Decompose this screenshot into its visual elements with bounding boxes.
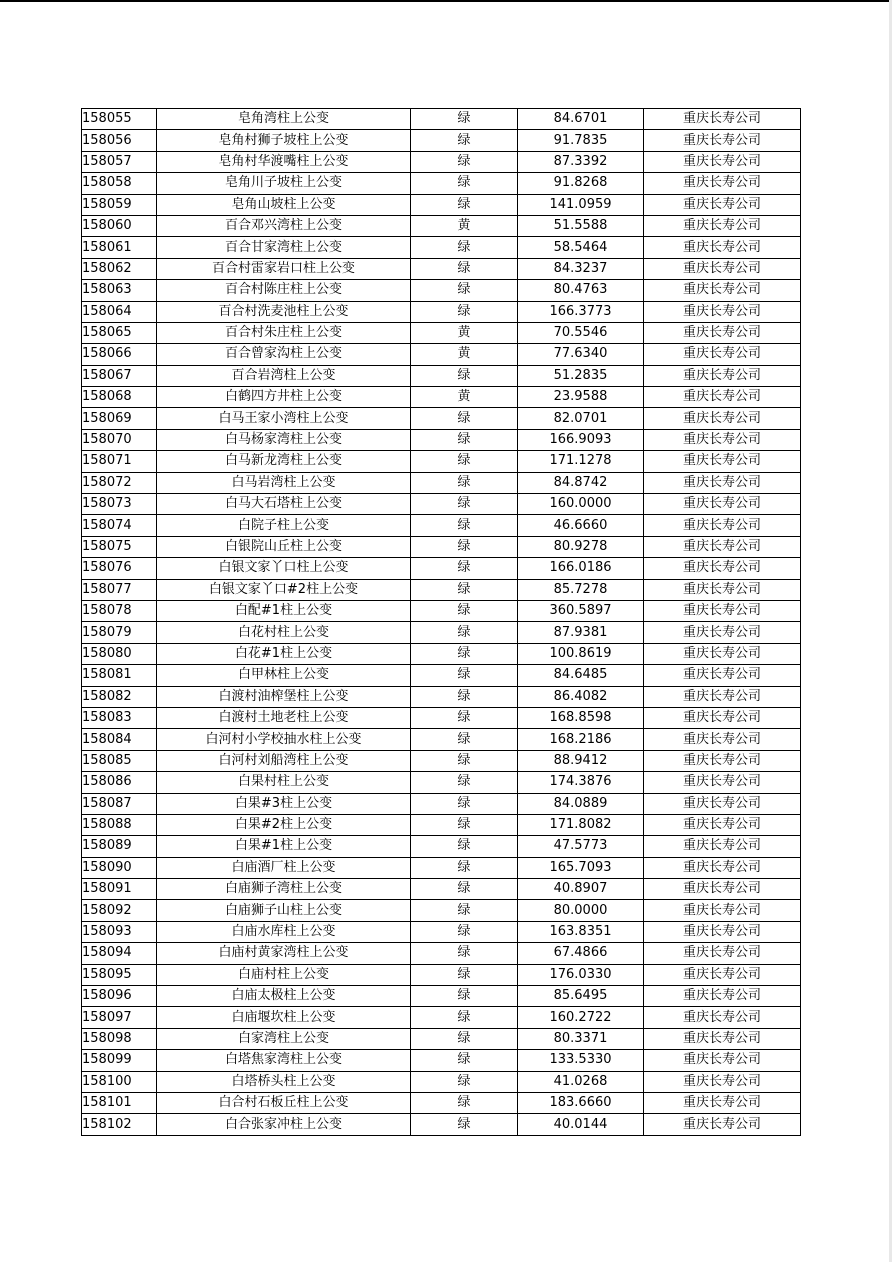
table-row — [82, 750, 801, 771]
table-row — [82, 515, 801, 536]
cell-id: 158094 — [82, 943, 157, 964]
cell-value: 23.9588 — [518, 387, 644, 408]
cell-company: 重庆长寿公司 — [644, 515, 801, 536]
cell-company: 重庆长寿公司 — [644, 964, 801, 985]
cell-value: 85.7278 — [518, 579, 644, 600]
cell-company: 重庆长寿公司 — [644, 429, 801, 450]
cell-company: 重庆长寿公司 — [644, 600, 801, 621]
cell-id: 158095 — [82, 964, 157, 985]
cell-company: 重庆长寿公司 — [644, 986, 801, 1007]
cell-transformer-name: 白果#2柱上公变 — [157, 814, 411, 835]
cell-value: 87.3392 — [518, 151, 644, 172]
cell-transformer-name: 白花#1柱上公变 — [157, 643, 411, 664]
cell-transformer-name: 白庙太极柱上公变 — [157, 986, 411, 1007]
cell-company: 重庆长寿公司 — [644, 558, 801, 579]
cell-status-color: 绿 — [411, 879, 518, 900]
cell-value: 171.1278 — [518, 451, 644, 472]
cell-value: 85.6495 — [518, 986, 644, 1007]
table-row — [82, 109, 801, 130]
table-row — [82, 215, 801, 236]
cell-transformer-name: 白马大石塔柱上公变 — [157, 494, 411, 515]
cell-value: 84.0889 — [518, 793, 644, 814]
table-row — [82, 1092, 801, 1113]
cell-status-color: 绿 — [411, 729, 518, 750]
cell-company: 重庆长寿公司 — [644, 836, 801, 857]
cell-status-color: 绿 — [411, 1028, 518, 1049]
cell-status-color: 绿 — [411, 686, 518, 707]
cell-status-color: 绿 — [411, 173, 518, 194]
cell-id: 158066 — [82, 344, 157, 365]
cell-transformer-name: 白马杨家湾柱上公变 — [157, 429, 411, 450]
cell-transformer-name: 白庙村黄家湾柱上公变 — [157, 943, 411, 964]
cell-status-color: 绿 — [411, 921, 518, 942]
cell-value: 163.8351 — [518, 921, 644, 942]
cell-id: 158098 — [82, 1028, 157, 1049]
cell-value: 141.0959 — [518, 194, 644, 215]
cell-status-color: 绿 — [411, 408, 518, 429]
cell-value: 47.5773 — [518, 836, 644, 857]
cell-value: 183.6660 — [518, 1092, 644, 1113]
cell-company: 重庆长寿公司 — [644, 109, 801, 130]
cell-status-color: 绿 — [411, 857, 518, 878]
table-row — [82, 429, 801, 450]
cell-id: 158086 — [82, 772, 157, 793]
cell-transformer-name: 百合曾家沟柱上公变 — [157, 344, 411, 365]
cell-id: 158087 — [82, 793, 157, 814]
cell-transformer-name: 白果#3柱上公变 — [157, 793, 411, 814]
cell-value: 40.0144 — [518, 1114, 644, 1135]
cell-status-color: 绿 — [411, 1050, 518, 1071]
cell-status-color: 绿 — [411, 943, 518, 964]
cell-status-color: 绿 — [411, 301, 518, 322]
cell-id: 158070 — [82, 429, 157, 450]
table-row — [82, 643, 801, 664]
cell-transformer-name: 白河村刘船湾柱上公变 — [157, 750, 411, 771]
table-body — [82, 109, 801, 1136]
cell-company: 重庆长寿公司 — [644, 387, 801, 408]
cell-value: 166.9093 — [518, 429, 644, 450]
cell-id: 158062 — [82, 258, 157, 279]
cell-company: 重庆长寿公司 — [644, 729, 801, 750]
cell-value: 46.6660 — [518, 515, 644, 536]
cell-transformer-name: 白马新龙湾柱上公变 — [157, 451, 411, 472]
cell-status-color: 绿 — [411, 258, 518, 279]
cell-transformer-name: 百合村陈庄柱上公变 — [157, 280, 411, 301]
cell-id: 158068 — [82, 387, 157, 408]
cell-company: 重庆长寿公司 — [644, 130, 801, 151]
cell-status-color: 绿 — [411, 515, 518, 536]
cell-company: 重庆长寿公司 — [644, 536, 801, 557]
table-row — [82, 622, 801, 643]
table-row — [82, 1071, 801, 1092]
cell-transformer-name: 白庙狮子湾柱上公变 — [157, 879, 411, 900]
cell-transformer-name: 百合村朱庄柱上公变 — [157, 322, 411, 343]
cell-company: 重庆长寿公司 — [644, 408, 801, 429]
cell-value: 80.3371 — [518, 1028, 644, 1049]
cell-value: 166.0186 — [518, 558, 644, 579]
cell-company: 重庆长寿公司 — [644, 772, 801, 793]
data-table — [81, 108, 801, 1136]
table-row — [82, 857, 801, 878]
table-row — [82, 579, 801, 600]
table-row — [82, 173, 801, 194]
cell-status-color: 绿 — [411, 793, 518, 814]
table-row — [82, 194, 801, 215]
cell-id: 158059 — [82, 194, 157, 215]
cell-transformer-name: 白庙狮子山柱上公变 — [157, 900, 411, 921]
cell-value: 91.8268 — [518, 173, 644, 194]
cell-status-color: 绿 — [411, 1007, 518, 1028]
table-row — [82, 280, 801, 301]
cell-id: 158088 — [82, 814, 157, 835]
table-row — [82, 943, 801, 964]
cell-transformer-name: 白花村柱上公变 — [157, 622, 411, 643]
cell-id: 158061 — [82, 237, 157, 258]
cell-id: 158092 — [82, 900, 157, 921]
cell-value: 80.4763 — [518, 280, 644, 301]
cell-company: 重庆长寿公司 — [644, 686, 801, 707]
cell-status-color: 绿 — [411, 109, 518, 130]
cell-company: 重庆长寿公司 — [644, 365, 801, 386]
table-row — [82, 707, 801, 728]
cell-id: 158060 — [82, 215, 157, 236]
cell-value: 91.7835 — [518, 130, 644, 151]
cell-value: 100.8619 — [518, 643, 644, 664]
cell-id: 158063 — [82, 280, 157, 301]
cell-value: 82.0701 — [518, 408, 644, 429]
cell-transformer-name: 白银文家丫口柱上公变 — [157, 558, 411, 579]
cell-value: 84.6485 — [518, 665, 644, 686]
table-row — [82, 237, 801, 258]
table-row — [82, 879, 801, 900]
cell-value: 86.4082 — [518, 686, 644, 707]
cell-value: 77.6340 — [518, 344, 644, 365]
cell-id: 158097 — [82, 1007, 157, 1028]
cell-transformer-name: 白庙酒厂柱上公变 — [157, 857, 411, 878]
cell-company: 重庆长寿公司 — [644, 237, 801, 258]
cell-status-color: 黄 — [411, 322, 518, 343]
cell-status-color: 绿 — [411, 986, 518, 1007]
cell-company: 重庆长寿公司 — [644, 643, 801, 664]
cell-value: 67.4866 — [518, 943, 644, 964]
cell-company: 重庆长寿公司 — [644, 1071, 801, 1092]
cell-transformer-name: 皂角村华渡嘴柱上公变 — [157, 151, 411, 172]
page-top-border — [0, 0, 892, 2]
table-row — [82, 600, 801, 621]
cell-company: 重庆长寿公司 — [644, 322, 801, 343]
cell-value: 51.2835 — [518, 365, 644, 386]
cell-value: 174.3876 — [518, 772, 644, 793]
cell-value: 84.6701 — [518, 109, 644, 130]
cell-company: 重庆长寿公司 — [644, 258, 801, 279]
cell-transformer-name: 白甲林柱上公变 — [157, 665, 411, 686]
cell-transformer-name: 百合村雷家岩口柱上公变 — [157, 258, 411, 279]
cell-transformer-name: 白庙水库柱上公变 — [157, 921, 411, 942]
cell-id: 158099 — [82, 1050, 157, 1071]
cell-value: 168.8598 — [518, 707, 644, 728]
cell-transformer-name: 白渡村土地老柱上公变 — [157, 707, 411, 728]
cell-id: 158091 — [82, 879, 157, 900]
cell-value: 80.9278 — [518, 536, 644, 557]
cell-value: 58.5464 — [518, 237, 644, 258]
cell-id: 158089 — [82, 836, 157, 857]
table-row — [82, 558, 801, 579]
cell-transformer-name: 白马王家小湾柱上公变 — [157, 408, 411, 429]
cell-status-color: 绿 — [411, 151, 518, 172]
table-row — [82, 408, 801, 429]
cell-company: 重庆长寿公司 — [644, 707, 801, 728]
cell-status-color: 绿 — [411, 1071, 518, 1092]
cell-transformer-name: 白庙堰坎柱上公变 — [157, 1007, 411, 1028]
cell-status-color: 绿 — [411, 665, 518, 686]
cell-id: 158084 — [82, 729, 157, 750]
cell-id: 158083 — [82, 707, 157, 728]
table-row — [82, 1050, 801, 1071]
cell-transformer-name: 皂角川子坡柱上公变 — [157, 173, 411, 194]
table-row — [82, 729, 801, 750]
cell-transformer-name: 白家湾柱上公变 — [157, 1028, 411, 1049]
cell-company: 重庆长寿公司 — [644, 579, 801, 600]
cell-status-color: 绿 — [411, 536, 518, 557]
table-row — [82, 900, 801, 921]
cell-transformer-name: 白配#1柱上公变 — [157, 600, 411, 621]
table-row — [82, 986, 801, 1007]
cell-status-color: 绿 — [411, 429, 518, 450]
cell-id: 158093 — [82, 921, 157, 942]
cell-transformer-name: 白果村柱上公变 — [157, 772, 411, 793]
cell-company: 重庆长寿公司 — [644, 215, 801, 236]
cell-transformer-name: 百合甘家湾柱上公变 — [157, 237, 411, 258]
cell-status-color: 绿 — [411, 558, 518, 579]
cell-value: 160.0000 — [518, 494, 644, 515]
cell-value: 40.8907 — [518, 879, 644, 900]
cell-company: 重庆长寿公司 — [644, 879, 801, 900]
table-row — [82, 258, 801, 279]
cell-id: 158090 — [82, 857, 157, 878]
table-row — [82, 686, 801, 707]
cell-id: 158100 — [82, 1071, 157, 1092]
table-row — [82, 451, 801, 472]
table-row — [82, 836, 801, 857]
cell-status-color: 绿 — [411, 130, 518, 151]
cell-company: 重庆长寿公司 — [644, 472, 801, 493]
cell-value: 70.5546 — [518, 322, 644, 343]
table-row — [82, 772, 801, 793]
cell-company: 重庆长寿公司 — [644, 280, 801, 301]
cell-transformer-name: 白合村石板丘柱上公变 — [157, 1092, 411, 1113]
cell-value: 176.0330 — [518, 964, 644, 985]
cell-company: 重庆长寿公司 — [644, 1007, 801, 1028]
cell-id: 158078 — [82, 600, 157, 621]
cell-company: 重庆长寿公司 — [644, 1050, 801, 1071]
cell-id: 158075 — [82, 536, 157, 557]
cell-value: 168.2186 — [518, 729, 644, 750]
cell-company: 重庆长寿公司 — [644, 151, 801, 172]
table-row — [82, 365, 801, 386]
cell-value: 41.0268 — [518, 1071, 644, 1092]
cell-id: 158064 — [82, 301, 157, 322]
cell-company: 重庆长寿公司 — [644, 1114, 801, 1135]
table-row — [82, 301, 801, 322]
cell-company: 重庆长寿公司 — [644, 301, 801, 322]
cell-status-color: 绿 — [411, 472, 518, 493]
table-row — [82, 665, 801, 686]
cell-company: 重庆长寿公司 — [644, 921, 801, 942]
cell-status-color: 绿 — [411, 900, 518, 921]
cell-value: 165.7093 — [518, 857, 644, 878]
cell-status-color: 绿 — [411, 600, 518, 621]
cell-status-color: 黄 — [411, 215, 518, 236]
cell-company: 重庆长寿公司 — [644, 1092, 801, 1113]
cell-transformer-name: 白鹤四方井柱上公变 — [157, 387, 411, 408]
cell-company: 重庆长寿公司 — [644, 793, 801, 814]
cell-status-color: 绿 — [411, 836, 518, 857]
cell-id: 158058 — [82, 173, 157, 194]
cell-company: 重庆长寿公司 — [644, 173, 801, 194]
cell-value: 87.9381 — [518, 622, 644, 643]
cell-value: 360.5897 — [518, 600, 644, 621]
cell-value: 84.8742 — [518, 472, 644, 493]
cell-transformer-name: 皂角湾柱上公变 — [157, 109, 411, 130]
cell-transformer-name: 白庙村柱上公变 — [157, 964, 411, 985]
cell-status-color: 黄 — [411, 387, 518, 408]
cell-id: 158072 — [82, 472, 157, 493]
cell-transformer-name: 皂角山坡柱上公变 — [157, 194, 411, 215]
table-row — [82, 964, 801, 985]
cell-transformer-name: 百合邓兴湾柱上公变 — [157, 215, 411, 236]
table-row — [82, 814, 801, 835]
cell-status-color: 绿 — [411, 237, 518, 258]
cell-transformer-name: 白银院山丘柱上公变 — [157, 536, 411, 557]
table-row — [82, 1114, 801, 1135]
cell-value: 133.5330 — [518, 1050, 644, 1071]
cell-transformer-name: 白马岩湾柱上公变 — [157, 472, 411, 493]
cell-value: 171.8082 — [518, 814, 644, 835]
cell-id: 158057 — [82, 151, 157, 172]
cell-status-color: 绿 — [411, 964, 518, 985]
cell-company: 重庆长寿公司 — [644, 494, 801, 515]
cell-company: 重庆长寿公司 — [644, 857, 801, 878]
cell-status-color: 绿 — [411, 750, 518, 771]
cell-id: 158085 — [82, 750, 157, 771]
cell-id: 158077 — [82, 579, 157, 600]
table-row — [82, 793, 801, 814]
cell-status-color: 绿 — [411, 1092, 518, 1113]
cell-value: 84.3237 — [518, 258, 644, 279]
table-row — [82, 130, 801, 151]
table-row — [82, 387, 801, 408]
cell-company: 重庆长寿公司 — [644, 344, 801, 365]
cell-transformer-name: 白塔桥头柱上公变 — [157, 1071, 411, 1092]
cell-id: 158071 — [82, 451, 157, 472]
cell-id: 158081 — [82, 665, 157, 686]
cell-value: 51.5588 — [518, 215, 644, 236]
cell-id: 158069 — [82, 408, 157, 429]
cell-company: 重庆长寿公司 — [644, 622, 801, 643]
cell-value: 88.9412 — [518, 750, 644, 771]
cell-status-color: 绿 — [411, 451, 518, 472]
table-row — [82, 322, 801, 343]
cell-status-color: 绿 — [411, 814, 518, 835]
cell-status-color: 绿 — [411, 194, 518, 215]
cell-id: 158056 — [82, 130, 157, 151]
cell-company: 重庆长寿公司 — [644, 1028, 801, 1049]
cell-transformer-name: 白银文家丫口#2柱上公变 — [157, 579, 411, 600]
cell-id: 158074 — [82, 515, 157, 536]
table-row — [82, 494, 801, 515]
cell-company: 重庆长寿公司 — [644, 900, 801, 921]
cell-status-color: 黄 — [411, 344, 518, 365]
cell-id: 158082 — [82, 686, 157, 707]
cell-transformer-name: 白合张家冲柱上公变 — [157, 1114, 411, 1135]
cell-transformer-name: 百合岩湾柱上公变 — [157, 365, 411, 386]
cell-status-color: 绿 — [411, 494, 518, 515]
cell-transformer-name: 白河村小学校抽水柱上公变 — [157, 729, 411, 750]
cell-id: 158080 — [82, 643, 157, 664]
cell-transformer-name: 白果#1柱上公变 — [157, 836, 411, 857]
cell-status-color: 绿 — [411, 579, 518, 600]
table-row — [82, 921, 801, 942]
cell-status-color: 绿 — [411, 622, 518, 643]
cell-status-color: 绿 — [411, 280, 518, 301]
cell-transformer-name: 百合村洗麦池柱上公变 — [157, 301, 411, 322]
cell-company: 重庆长寿公司 — [644, 750, 801, 771]
cell-id: 158101 — [82, 1092, 157, 1113]
cell-transformer-name: 白院子柱上公变 — [157, 515, 411, 536]
cell-status-color: 绿 — [411, 1114, 518, 1135]
cell-id: 158073 — [82, 494, 157, 515]
table-row — [82, 344, 801, 365]
cell-transformer-name: 白渡村油榨堡柱上公变 — [157, 686, 411, 707]
cell-value: 166.3773 — [518, 301, 644, 322]
cell-status-color: 绿 — [411, 772, 518, 793]
cell-id: 158079 — [82, 622, 157, 643]
cell-company: 重庆长寿公司 — [644, 665, 801, 686]
cell-id: 158067 — [82, 365, 157, 386]
cell-id: 158065 — [82, 322, 157, 343]
cell-value: 80.0000 — [518, 900, 644, 921]
cell-id: 158096 — [82, 986, 157, 1007]
cell-id: 158102 — [82, 1114, 157, 1135]
cell-company: 重庆长寿公司 — [644, 943, 801, 964]
cell-id: 158076 — [82, 558, 157, 579]
cell-company: 重庆长寿公司 — [644, 451, 801, 472]
cell-status-color: 绿 — [411, 365, 518, 386]
cell-transformer-name: 皂角村狮子坡柱上公变 — [157, 130, 411, 151]
cell-status-color: 绿 — [411, 707, 518, 728]
cell-transformer-name: 白塔焦家湾柱上公变 — [157, 1050, 411, 1071]
table-row — [82, 1028, 801, 1049]
table-row — [82, 536, 801, 557]
cell-status-color: 绿 — [411, 643, 518, 664]
cell-company: 重庆长寿公司 — [644, 814, 801, 835]
table-row — [82, 1007, 801, 1028]
cell-id: 158055 — [82, 109, 157, 130]
cell-company: 重庆长寿公司 — [644, 194, 801, 215]
table-row — [82, 472, 801, 493]
table-row — [82, 151, 801, 172]
cell-value: 160.2722 — [518, 1007, 644, 1028]
